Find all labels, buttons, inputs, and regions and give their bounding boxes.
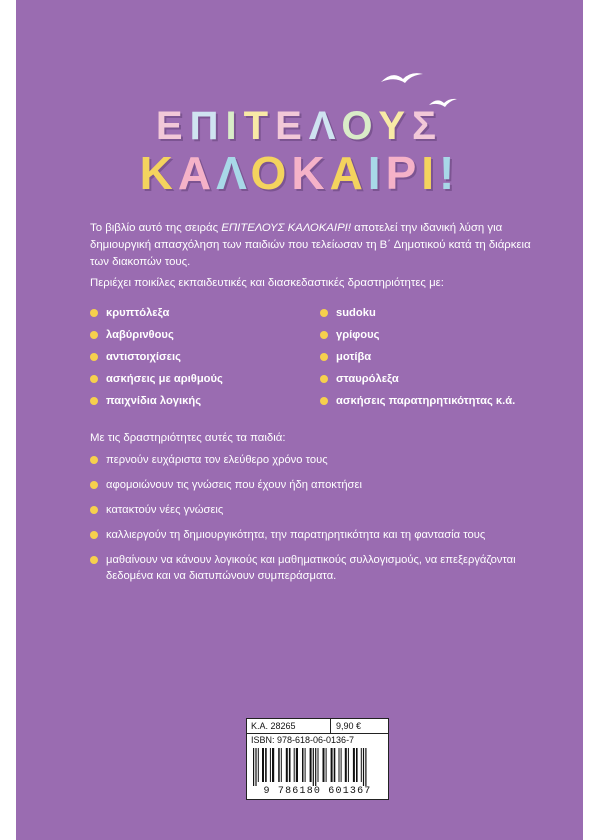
back-cover (16, 0, 583, 840)
bullet-icon (90, 481, 98, 489)
barcode-label (246, 718, 389, 800)
barcode-bar (281, 748, 282, 782)
title-letter: Λ (308, 104, 342, 148)
barcode-bar (310, 748, 312, 782)
title-letter: Π (189, 104, 226, 148)
title-letter: Σ (412, 104, 444, 148)
title-letter: Ο (341, 104, 379, 148)
title-letter: Υ (378, 104, 413, 148)
activity-label: sudoku (336, 307, 376, 319)
title-letter: Ε (155, 104, 190, 148)
intro-text-start: Το βιβλίο αυτό της σειράς (90, 222, 222, 234)
barcode-digits: 9 786180 601367 (263, 786, 372, 797)
title-letter: ! (439, 147, 460, 199)
barcode-header (247, 719, 388, 734)
benefit-item (90, 527, 550, 543)
page-margin (583, 0, 600, 840)
title-letter: Α (329, 147, 368, 199)
intro-paragraph (90, 220, 538, 271)
barcode-bar (296, 748, 298, 782)
activity-item (90, 302, 223, 324)
barcode-bars (253, 748, 383, 786)
barcode-bar (326, 748, 327, 782)
barcode-bar (323, 748, 325, 782)
barcode-bar (253, 748, 254, 786)
benefit-text: περνούν ευχάριστα τον ελεύθερο χρόνο τους (106, 454, 328, 466)
title-letter: Ι (421, 147, 440, 199)
barcode-bar (262, 748, 264, 782)
activity-label: ασκήσεις με αριθμούς (106, 373, 223, 385)
barcode-bar (345, 748, 347, 782)
title-letter: Ι (367, 147, 386, 199)
title-letter: Λ (216, 147, 251, 199)
barcode-bar (272, 748, 274, 782)
barcode-bar (334, 748, 336, 782)
activity-label: μοτίβα (336, 351, 372, 363)
title-line-1 (16, 104, 583, 149)
activity-label: γρίφους (336, 329, 380, 341)
isbn-number: ISBN: 978-618-06-0136-7 (251, 735, 355, 745)
bullet-icon (90, 353, 98, 361)
activity-label: κρυπτόλεξα (106, 307, 170, 319)
with-activities-text: Με τις δραστηριότητες αυτές τα παιδιά: (90, 432, 286, 444)
bullet-icon (90, 309, 98, 317)
barcode-bar (331, 748, 333, 782)
barcode-bar (270, 748, 271, 782)
activity-item (90, 368, 223, 390)
title-letter: Τ (243, 104, 276, 148)
benefit-item (90, 552, 550, 584)
barcode-divider (330, 719, 331, 733)
activity-item (320, 368, 515, 390)
activities-right-column (320, 302, 515, 412)
bullet-icon (90, 331, 98, 339)
benefit-text: αφομοιώνουν τις γνώσεις που έχουν ήδη αποκτήσει (106, 479, 362, 491)
barcode-bar (353, 748, 355, 782)
title-letter: Ε (275, 104, 309, 148)
activity-item (320, 390, 515, 412)
activity-item (320, 302, 515, 324)
benefits-list (90, 452, 550, 593)
benefit-text: καλλιεργούν τη δημιουργικότητα, την παρατηρητικότητα και τη φαντασία τους (106, 529, 486, 541)
barcode-bar (341, 748, 342, 782)
bullet-icon (90, 506, 98, 514)
activity-label: αντιστοιχίσεις (106, 351, 181, 363)
activities-left-column (90, 302, 223, 412)
benefit-item (90, 502, 550, 518)
barcode-bar (265, 748, 267, 782)
barcode-bar (365, 748, 366, 786)
barcode-bar (363, 748, 364, 786)
bullet-icon (320, 397, 328, 405)
barcode-bar (289, 748, 291, 782)
barcode-bar (348, 748, 349, 782)
bullet-icon (320, 331, 328, 339)
price: 9,90 € (336, 721, 362, 731)
title-letter: Κ (291, 147, 330, 199)
activity-item (90, 390, 223, 412)
bullet-icon (320, 353, 328, 361)
bullet-icon (90, 531, 98, 539)
title-letter: Ρ (385, 147, 422, 199)
barcode-bar (278, 748, 280, 782)
benefit-text: μαθαίνουν να κάνουν λογικούς και μαθηματικούς συλλογισμούς, να επεξεργάζονται δεδομένα και να διατυπώνουν συμπεράσματα. (106, 554, 516, 582)
series-name: ΕΠΙΤΕΛΟΥΣ ΚΑΛΟΚΑΙΡΙ! (221, 222, 351, 234)
activity-item (90, 324, 223, 346)
bullet-icon (320, 309, 328, 317)
barcode-bar (305, 748, 306, 782)
activity-label: παιχνίδια λογικής (106, 395, 202, 407)
activity-item (90, 346, 223, 368)
title-letter: Α (177, 147, 217, 199)
benefit-item (90, 477, 550, 493)
barcode-bar (356, 748, 358, 782)
barcode-bar (318, 748, 319, 782)
activity-label: ασκήσεις παρατηρητικότητας κ.ά. (336, 395, 516, 407)
barcode-bar (294, 748, 295, 782)
product-code: Κ.Α. 28265 (251, 721, 296, 731)
barcode-bar (302, 748, 304, 782)
barcode-bar (255, 748, 256, 786)
barcode-bar (258, 748, 259, 782)
barcode-bar (315, 748, 316, 786)
activity-label: λαβύρινθους (106, 329, 174, 341)
intro-text-end: αποτελεί την ιδανική λύση για δημιουργική απασχόληση των παιδιών που τελείωσαν τη Β΄ Δημοτικού κατά τη διάρκεια των διακοπών τους. (90, 222, 531, 268)
activity-label: σταυρόλεξα (336, 373, 399, 385)
benefit-item (90, 452, 550, 468)
bullet-icon (90, 556, 98, 564)
contains-text: Περιέχει ποικίλες εκπαιδευτικές και διασκεδαστικές δραστηριότητες με: (90, 277, 444, 289)
title-line-2 (16, 146, 583, 200)
activity-item (320, 324, 515, 346)
title-letter: Ι (225, 104, 244, 148)
barcode-bar (286, 748, 288, 782)
title-letter: Κ (139, 147, 178, 199)
barcode-bar (313, 748, 314, 786)
benefit-text: κατακτούν νέες γνώσεις (106, 504, 224, 516)
bullet-icon (90, 456, 98, 464)
bullet-icon (90, 397, 98, 405)
barcode-bar (361, 748, 362, 782)
bullet-icon (90, 375, 98, 383)
title-letter: Ο (250, 147, 292, 199)
activity-item (320, 346, 515, 368)
barcode-bar (339, 748, 340, 782)
bullet-icon (320, 375, 328, 383)
